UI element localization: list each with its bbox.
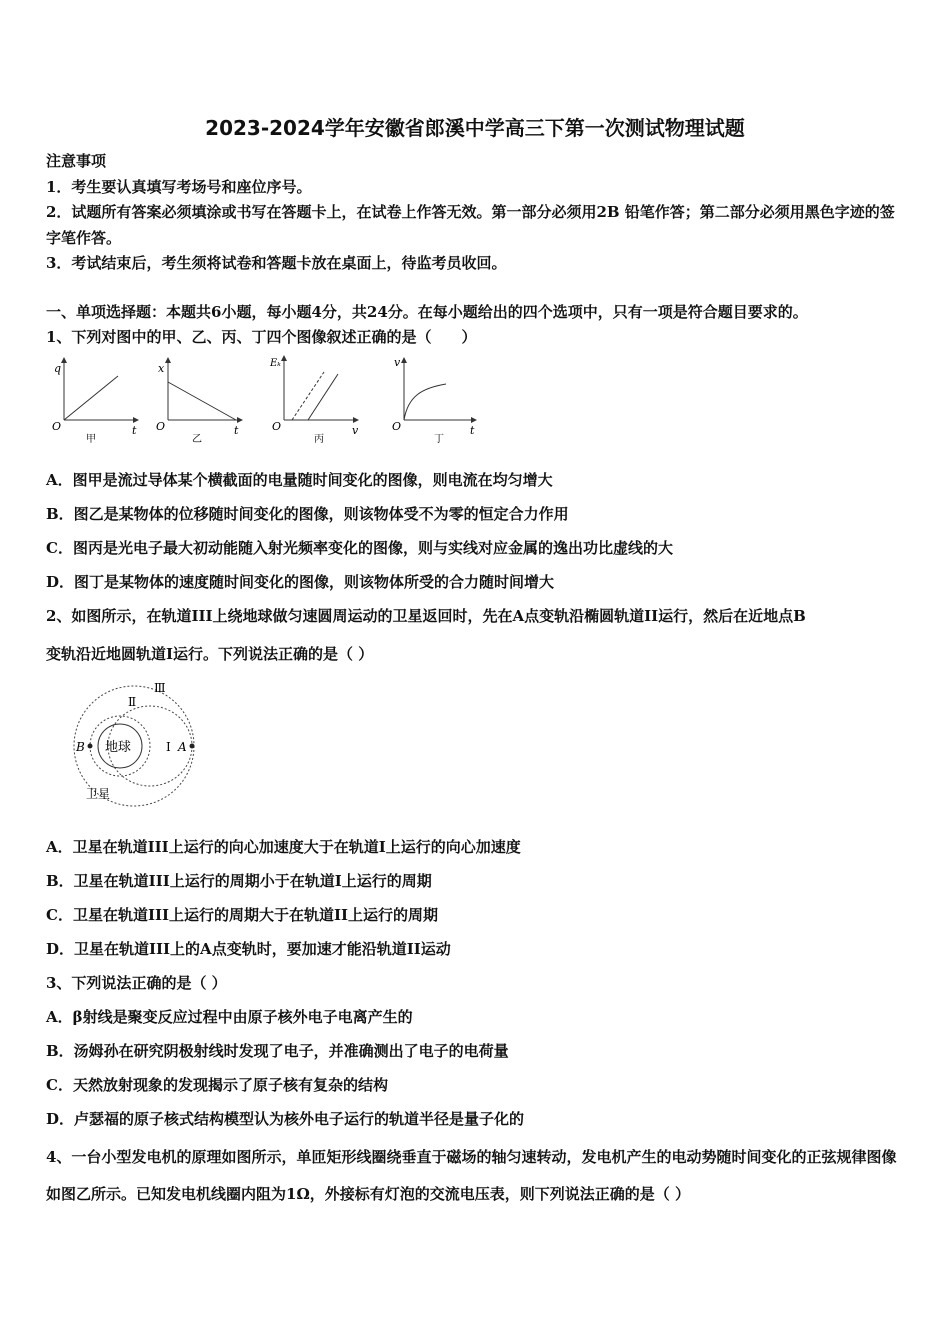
q1-graphs — [46, 350, 496, 450]
label-satellite: 卫星 — [86, 787, 111, 801]
graph-yi-xlabel: t — [234, 424, 239, 437]
earth-label: 地球 — [105, 740, 132, 755]
q3-option-b: B．汤姆孙在研究阴极射线时发现了电子，并准确测出了电子的电荷量 — [46, 1042, 509, 1060]
graph-ding-ylabel: v — [394, 356, 401, 369]
q1-option-b: B．图乙是某物体的位移随时间变化的图像，则该物体受不为零的恒定合力作用 — [46, 505, 569, 523]
point-a — [190, 744, 195, 749]
graph-bing-xlabel: v — [352, 424, 359, 437]
graph-ding — [392, 356, 476, 445]
label-b: B — [76, 740, 85, 754]
graph-yi-origin: O — [156, 420, 166, 433]
graph-ding-name: 丁 — [434, 434, 444, 445]
graph-jia-ylabel: q — [54, 362, 62, 375]
q2-option-d: D．卫星在轨道III上的A点变轨时，要加速才能沿轨道II运动 — [46, 940, 451, 958]
graph-yi — [156, 358, 242, 445]
q2-option-a: A．卫星在轨道III上运行的向心加速度大于在轨道I上运行的向心加速度 — [46, 838, 521, 856]
q3-option-a: A．β射线是聚变反应过程中由原子核外电子电离产生的 — [46, 1008, 413, 1026]
graph-ding-xlabel: t — [470, 424, 475, 437]
q2-option-c: C．卫星在轨道III上运行的周期大于在轨道II上运行的周期 — [46, 906, 439, 924]
notice-heading: 注意事项 — [46, 152, 107, 170]
graph-bing — [269, 356, 359, 445]
label-iii: Ⅲ — [154, 681, 166, 695]
q3-option-d: D．卢瑟福的原子核式结构模型认为核外电子运行的轨道半径是量子化的 — [46, 1110, 525, 1128]
notice-item-3: 3．考试结束后，考生须将试卷和答题卡放在桌面上，待监考员收回。 — [46, 254, 507, 272]
graph-jia-xlabel: t — [132, 424, 137, 437]
graph-bing-ylabel: Eₖ — [270, 358, 281, 369]
graph-jia — [52, 358, 138, 445]
q4-stem: 4、一台小型发电机的原理如图所示，单匝矩形线圈绕垂直于磁场的轴匀速转动，发电机产生的电动势随时间变化的正弦规律图像如图乙所示。已知发电机线圈内阻为1Ω，外接标有灯泡的交流电压表，则下列说法正确的是（ ） — [46, 1148, 897, 1203]
label-a: A — [178, 740, 187, 754]
graph-bing-name: 丙 — [314, 434, 324, 445]
graph-jia-name: 甲 — [86, 434, 96, 445]
q1-option-c: C．图丙是光电子最大初动能随入射光频率变化的图像，则与实线对应金属的逸出功比虚线的大 — [46, 539, 673, 557]
notice-item-2: 2．试题所有答案必须填涂或书写在答题卡上，在试卷上作答无效。第一部分必须用2B 铅笔作答；第二部分必须用黑色字迹的签字笔作答。 — [46, 203, 895, 247]
q2-orbit-figure — [46, 676, 196, 808]
q3-option-c: C．天然放射现象的发现揭示了原子核有复杂的结构 — [46, 1076, 388, 1094]
point-b — [88, 744, 93, 749]
notice-item-1: 1．考生要认真填写考场号和座位序号。 — [46, 178, 312, 196]
label-ii: Ⅱ — [128, 695, 137, 709]
q1-option-d: D．图丁是某物体的速度随时间变化的图像，则该物体所受的合力随时间增大 — [46, 573, 555, 591]
page-title: 2023-2024学年安徽省郎溪中学高三下第一次测试物理试题 — [205, 116, 745, 140]
label-i: Ⅰ — [166, 740, 171, 754]
graph-yi-ylabel: x — [158, 362, 165, 375]
graph-yi-name: 乙 — [192, 434, 202, 445]
section-heading: 一、单项选择题：本题共6小题，每小题4分，共24分。在每小题给出的四个选项中，只有一项是符合题目要求的。 — [46, 303, 808, 321]
q2-option-b: B．卫星在轨道III上运行的周期小于在轨道I上运行的周期 — [46, 872, 432, 890]
q3-stem: 3、下列说法正确的是（ ） — [46, 974, 227, 992]
graph-ding-origin: O — [392, 420, 402, 433]
graph-jia-origin: O — [52, 420, 62, 433]
q2-stem-line2: 变轨沿近地圆轨道I运行。下列说法正确的是（ ） — [46, 645, 374, 663]
q1-option-a: A．图甲是流过导体某个横截面的电量随时间变化的图像，则电流在均匀增大 — [46, 471, 553, 489]
q2-stem-line1: 2、如图所示，在轨道III上绕地球做匀速圆周运动的卫星返回时，先在A点变轨沿椭圆轨道II运行，然后在近地点B — [46, 607, 806, 625]
graph-bing-origin: O — [272, 420, 282, 433]
q1-stem: 1、下列对图中的甲、乙、丙、丁四个图像叙述正确的是（ ） — [46, 328, 477, 346]
